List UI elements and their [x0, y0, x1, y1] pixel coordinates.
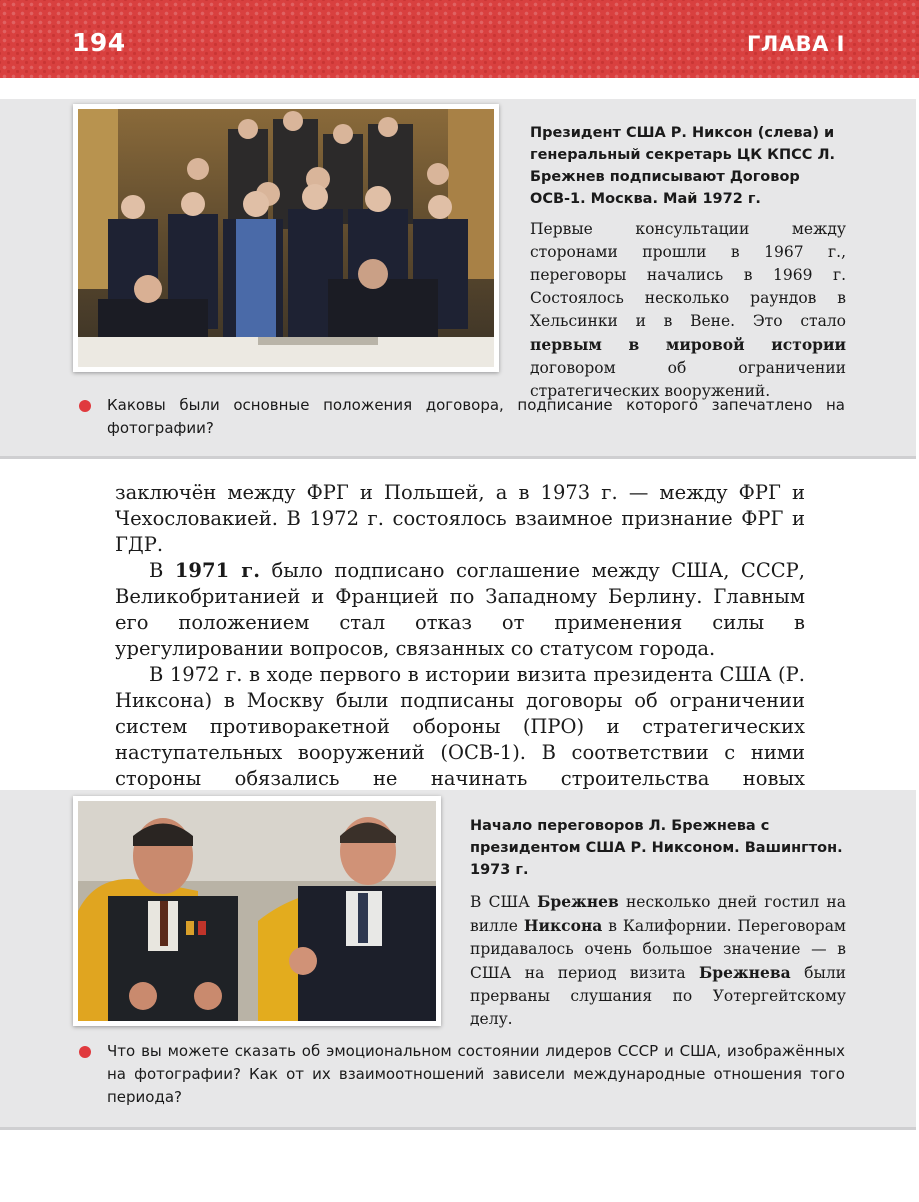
chapter-label: ГЛАВА I [747, 32, 845, 56]
signing-ceremony-photo [73, 104, 499, 372]
negotiations-photo [73, 796, 441, 1026]
page-number: 194 [72, 28, 126, 57]
figure2-caption-text [470, 890, 846, 1031]
figure1-text-bold: первым в мировой истории [530, 335, 846, 354]
figure1-question: Каковы были основные положения договора, подписание которого запечатлено на фотографии? [107, 396, 845, 437]
paragraph-1: заключён между ФРГ и Польшей, а в 1973 г. — между ФРГ и Чехословакией. В 1972 г. состоялось взаимное признание ФРГ и ГДР. [115, 481, 805, 556]
figure1-text-part1: Первые консультации между сторонами прошли в 1967 г., переговоры начались в 1969 г. Состоялось несколько раундов в Хельсинки и в Вене. Это стало [530, 220, 846, 330]
paragraph-2 [115, 558, 805, 662]
photo-illustration-1 [78, 109, 494, 367]
figure2-text-2: несколько дней гостил на вилле [470, 893, 846, 935]
figure2-caption-title: Начало переговоров Л. Брежнева с президентом США Р. Никсоном. Вашингтон. 1973 г. [470, 818, 843, 878]
question-bullet-icon [79, 400, 91, 412]
main-text [115, 480, 805, 818]
page-header [0, 0, 919, 78]
photo-illustration-2 [78, 801, 436, 1021]
figure2-text-1: В США [470, 893, 538, 911]
figure2-question: Что вы можете сказать об эмоциональном состоянии лидеров СССР и США, изображённых на фотографии? Как от их взаимоотношений зависели международные отношения того периода? [107, 1042, 845, 1106]
figure2-bold-2: Никсона [523, 916, 603, 935]
figure2-text-4: были прерваны слушания по Уотергейтскому делу. [470, 964, 846, 1028]
question-bullet-icon [79, 1046, 91, 1058]
figure2-text-3: в Калифорнии. Переговорам придавалось очень большое значение — в США на период визита [470, 917, 846, 982]
paragraph-2-bold: 1971 г. [174, 559, 260, 582]
figure1-caption-title: Президент США Р. Никсон (слева) и генеральный секретарь ЦК КПСС Л. Брежнев подписывают Договор ОСВ-1. Москва. Май 1972 г. [530, 125, 836, 207]
figure1-text-part2: договором об ограничении стратегических вооружений. [530, 359, 846, 400]
paragraph-3: В 1972 г. в ходе первого в истории визита президента США (Р. Никсона) в Москву были подписаны договоры об ограничении систем противоракетной обороны (ПРО) и стратегических наступательных вооружений (ОСВ-1). В соответствии с ними стороны обязались не начинать строительства новых [115, 663, 805, 790]
paragraph-2-start: В [149, 559, 175, 582]
figure1-caption-text [530, 218, 846, 403]
paragraph-2-rest: было подписано соглашение между США, СССР, Великобританией и Францией по Западному Берлину. Главным его положением стал отказ от применения силы в урегулировании вопросов, связанных со статусом города. [115, 559, 805, 660]
figure2-bold-3: Брежнева [699, 963, 791, 982]
figure2-bold-1: Брежнев [537, 892, 619, 911]
